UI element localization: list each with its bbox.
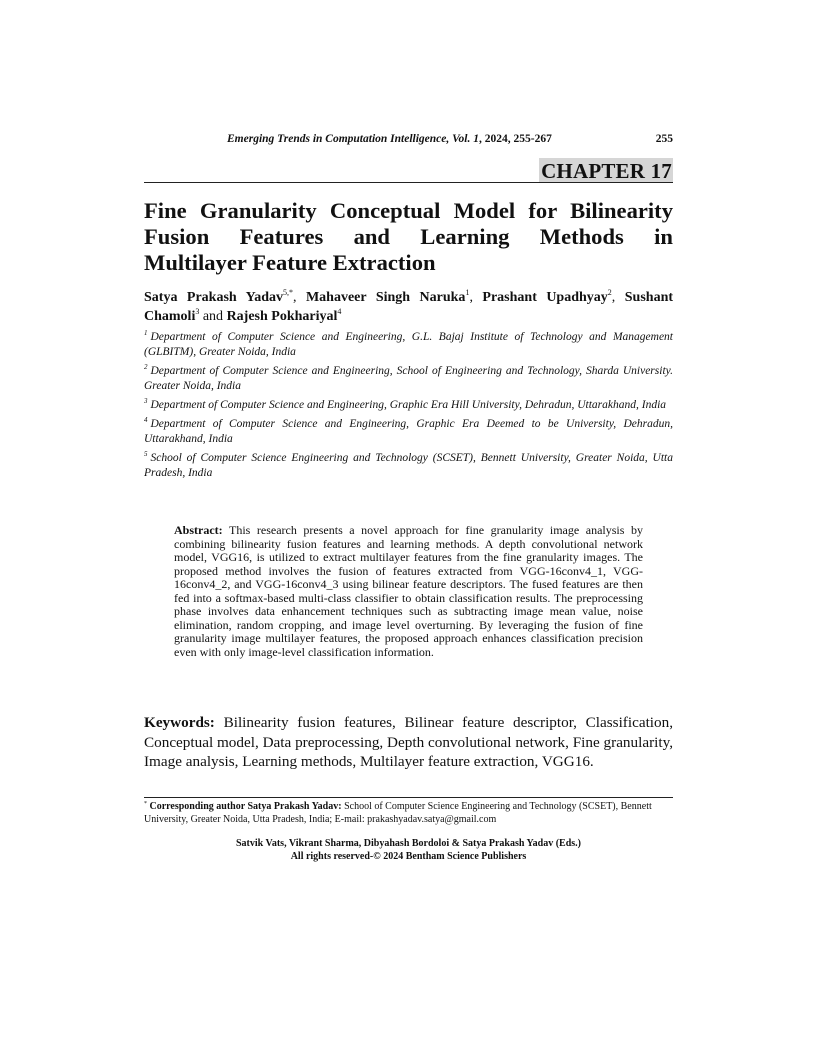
affiliation-number: 1 [144, 329, 148, 337]
affiliation-text: Department of Computer Science and Engineering, Graphic Era Hill University, Dehradun, Uttarakhand, India [150, 399, 667, 411]
footnote-divider [144, 797, 673, 798]
author-separator: , [469, 290, 483, 305]
keywords [144, 713, 673, 772]
title-line-3: Multilayer Feature Extraction [144, 250, 436, 275]
chapter-title [144, 198, 673, 276]
author-list [144, 289, 673, 326]
author-separator: , [611, 290, 625, 305]
editors-line: Satvik Vats, Vikrant Sharma, Dibyahash Bordoloi & Satya Prakash Yadav (Eds.) [236, 838, 581, 849]
chapter-heading [539, 159, 673, 184]
keywords-text: Bilinearity fusion features, Bilinear feature descriptor, Classification, Conceptual model, Data preprocessing, Depth convolutional network, Fine granularity, Image analysis, Learning methods, Multilayer feature extraction, VGG16. [144, 714, 673, 770]
editors-block [144, 838, 673, 863]
author-name: Satya Prakash Yadav [144, 290, 283, 305]
author-name: Sushant Chamoli [144, 290, 674, 324]
affiliation-item [144, 398, 673, 413]
author-affiliation-mark: 1 [465, 288, 470, 297]
running-header [144, 133, 673, 149]
affiliation-list [144, 330, 673, 485]
author-name: Prashant Upadhyay [482, 290, 608, 305]
affiliation-item [144, 417, 673, 447]
chapter-divider [144, 182, 673, 183]
abstract-text: This research presents a novel approach for fine granularity image analysis by combining bilinearity fusion features and learning methods. A depth convolutional network model, VGG16, is utilized to extract multilayer features from the fine granularity images. The proposed method involves the fusion of features extracted from VGG-16conv4_1, VGG-16conv4_2, and VGG-16conv4_3 using bilinear feature descriptors. The fused features are then fed into a softmax-based multi-class classifier to obtain classification results. The preprocessing phase involves data enhancement techniques such as subtracting image mean value, noise elimination, random cropping, and image level overturning. By leveraging the fusion of fine granularity image multilayer features, the proposed approach enhances classification precision even with only image-level classification information. [174, 523, 643, 659]
affiliation-number: 5 [144, 450, 148, 458]
affiliation-number: 3 [144, 397, 148, 405]
author-affiliation-mark: 5,* [283, 288, 293, 297]
title-line-1: Fine Granularity Conceptual Model for Bilinearity [144, 198, 673, 223]
affiliation-item [144, 330, 673, 360]
affiliation-text: Department of Computer Science and Engineering, School of Engineering and Technology, Sharda University. Greater Noida, India [144, 365, 673, 392]
chapter-label: CHAPTER 17 [541, 159, 672, 183]
affiliation-text: School of Computer Science Engineering and Technology (SCSET), Bennett University, Greater Noida, Utta Pradesh, India [144, 452, 673, 479]
affiliation-number: 4 [144, 416, 148, 424]
title-line-2: Fusion Features and Learning Methods in [144, 224, 673, 249]
author-name: Mahaveer Singh Naruka [305, 290, 466, 305]
journal-title: Emerging Trends in Computation Intelligence, Vol. 1 [227, 133, 479, 145]
abstract [174, 524, 643, 659]
corresponding-author-footnote [144, 801, 673, 826]
journal-citation [227, 133, 552, 145]
footnote-label: Corresponding author Satya Prakash Yadav: [149, 801, 342, 812]
affiliation-item [144, 364, 673, 394]
affiliation-item [144, 451, 673, 481]
footnote-text: School of Computer Science Engineering and Technology (SCSET), Bennett University, Greater Noida, Utta Pradesh, India; E-mail: prakashyadav.satya@gmail.com [144, 801, 652, 825]
abstract-label: Abstract: [174, 523, 223, 537]
author-name: Rajesh Pokhariyal [226, 308, 338, 324]
affiliation-number: 2 [144, 363, 148, 371]
author-separator: , [293, 290, 306, 305]
keywords-label: Keywords: [144, 714, 215, 731]
author-affiliation-mark: 4 [337, 306, 342, 316]
footnote-mark: * [144, 801, 147, 807]
affiliation-text: Department of Computer Science and Engineering, Graphic Era Deemed to be University, Dehradun, Uttarakhand, India [144, 418, 673, 445]
affiliation-text: Department of Computer Science and Engineering, G.L. Bajaj Institute of Technology and Management (GLBITM), Greater Noida, India [144, 331, 673, 358]
author-affiliation-mark: 2 [607, 288, 612, 297]
page-number: 255 [655, 133, 673, 145]
author-affiliation-mark: 3 [195, 306, 200, 316]
copyright-line: All rights reserved-© 2024 Bentham Science Publishers [290, 850, 527, 862]
citation-details: , 2024, 255-267 [478, 133, 552, 145]
author-separator: and [199, 308, 227, 324]
